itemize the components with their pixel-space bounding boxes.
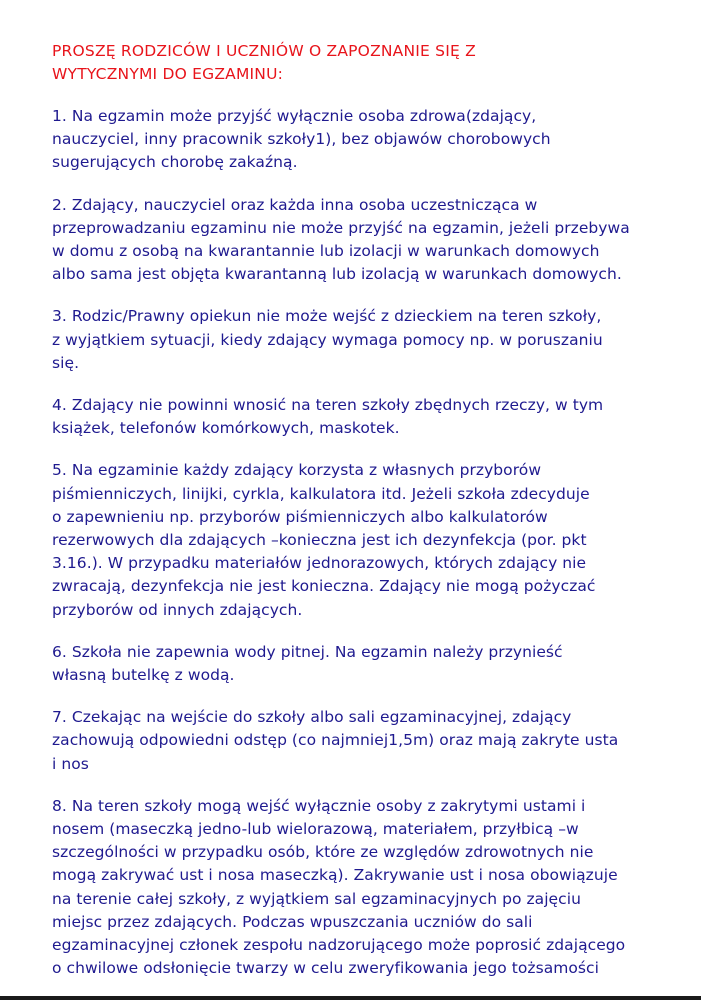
- bottom-border-line: [0, 996, 701, 1000]
- rule-item-8: 8. Na teren szkoły mogą wejść wyłącznie osoby z zakrytymi ustami i nosem (maseczką jedno-lub wielorazową, materiałem, przyłbicą –w szczególności w przypadku osób, które ze względów zdrowotnych nie mogą zakrywać ust i nosa maseczką). Zakrywanie ust i nosa obowiązuje na terenie całej szkoły, z wyjątkiem sal egzaminacyjnych po zajęciu miejsc przez zdających. Podczas wpuszczania uczniów do sali egzaminacyjnej członek zespołu nadzorującego może poprosić zdającego o chwilowe odsłonięcie twarzy w celu zweryfikowania jego tożsamości: [52, 796, 626, 978]
- rules-list: [52, 105, 672, 1000]
- rule-item-1: 1. Na egzamin może przyjść wyłącznie osoba zdrowa(zdający, nauczyciel, inny pracownik szkoły1), bez objawów chorobowych sugerujących chorobę zakaźną.: [52, 107, 551, 172]
- rule-item-4: 4. Zdający nie powinni wnosić na teren szkoły zbędnych rzeczy, w tym książek, telefonów komórkowych, maskotek.: [52, 396, 604, 438]
- rule-item-6: 6. Szkoła nie zapewnia wody pitnej. Na egzamin należy przynieść własną butelkę z wodą.: [52, 642, 563, 685]
- rule-item-2: 2. Zdający, nauczyciel oraz każda inna osoba uczestnicząca w przeprowadzaniu egzaminu nie może przyjść na egzamin, jeżeli przebywa w domu z osobą na kwarantannie lub izolacji w warunkach domowych albo sama jest objęta kwarantanną lub izolacją w warunkach domowych.: [52, 195, 630, 284]
- rule-item-7: 7. Czekając na wejście do szkoły albo sali egzaminacyjnej, zdający zachowują odpowiedni odstęp (co najmniej1,5m) oraz mają zakryte usta i nos: [52, 708, 619, 773]
- rule-item-3: 3. Rodzic/Prawny opiekun nie może wejść z dzieckiem na teren szkoły, z wyjątkiem sytuacji, kiedy zdający wymaga pomocy np. w poruszaniu się.: [52, 307, 603, 372]
- rule-item-5: 5. Na egzaminie każdy zdający korzysta z własnych przyborów piśmienniczych, linijki, cyrkla, kalkulatora itd. Jeżeli szkoła zdecyduje o zapewnieniu np. przyborów piśmienniczych albo kalkulatorów rezerwowych dla zdających –konieczna jest ich dezynfekcja (por. pkt 3.16.). W przypadku materiałów jednorazowych, których zdający nie zwracają, dezynfekcja nie jest konieczna. Zdający nie mogą pożyczać przyborów od innych zdających.: [52, 461, 596, 619]
- document-heading: PROSZĘ RODZICÓW I UCZNIÓW O ZAPOZNANIE SIĘ Z WYTYCZNYMI DO EGZAMINU:: [52, 42, 476, 83]
